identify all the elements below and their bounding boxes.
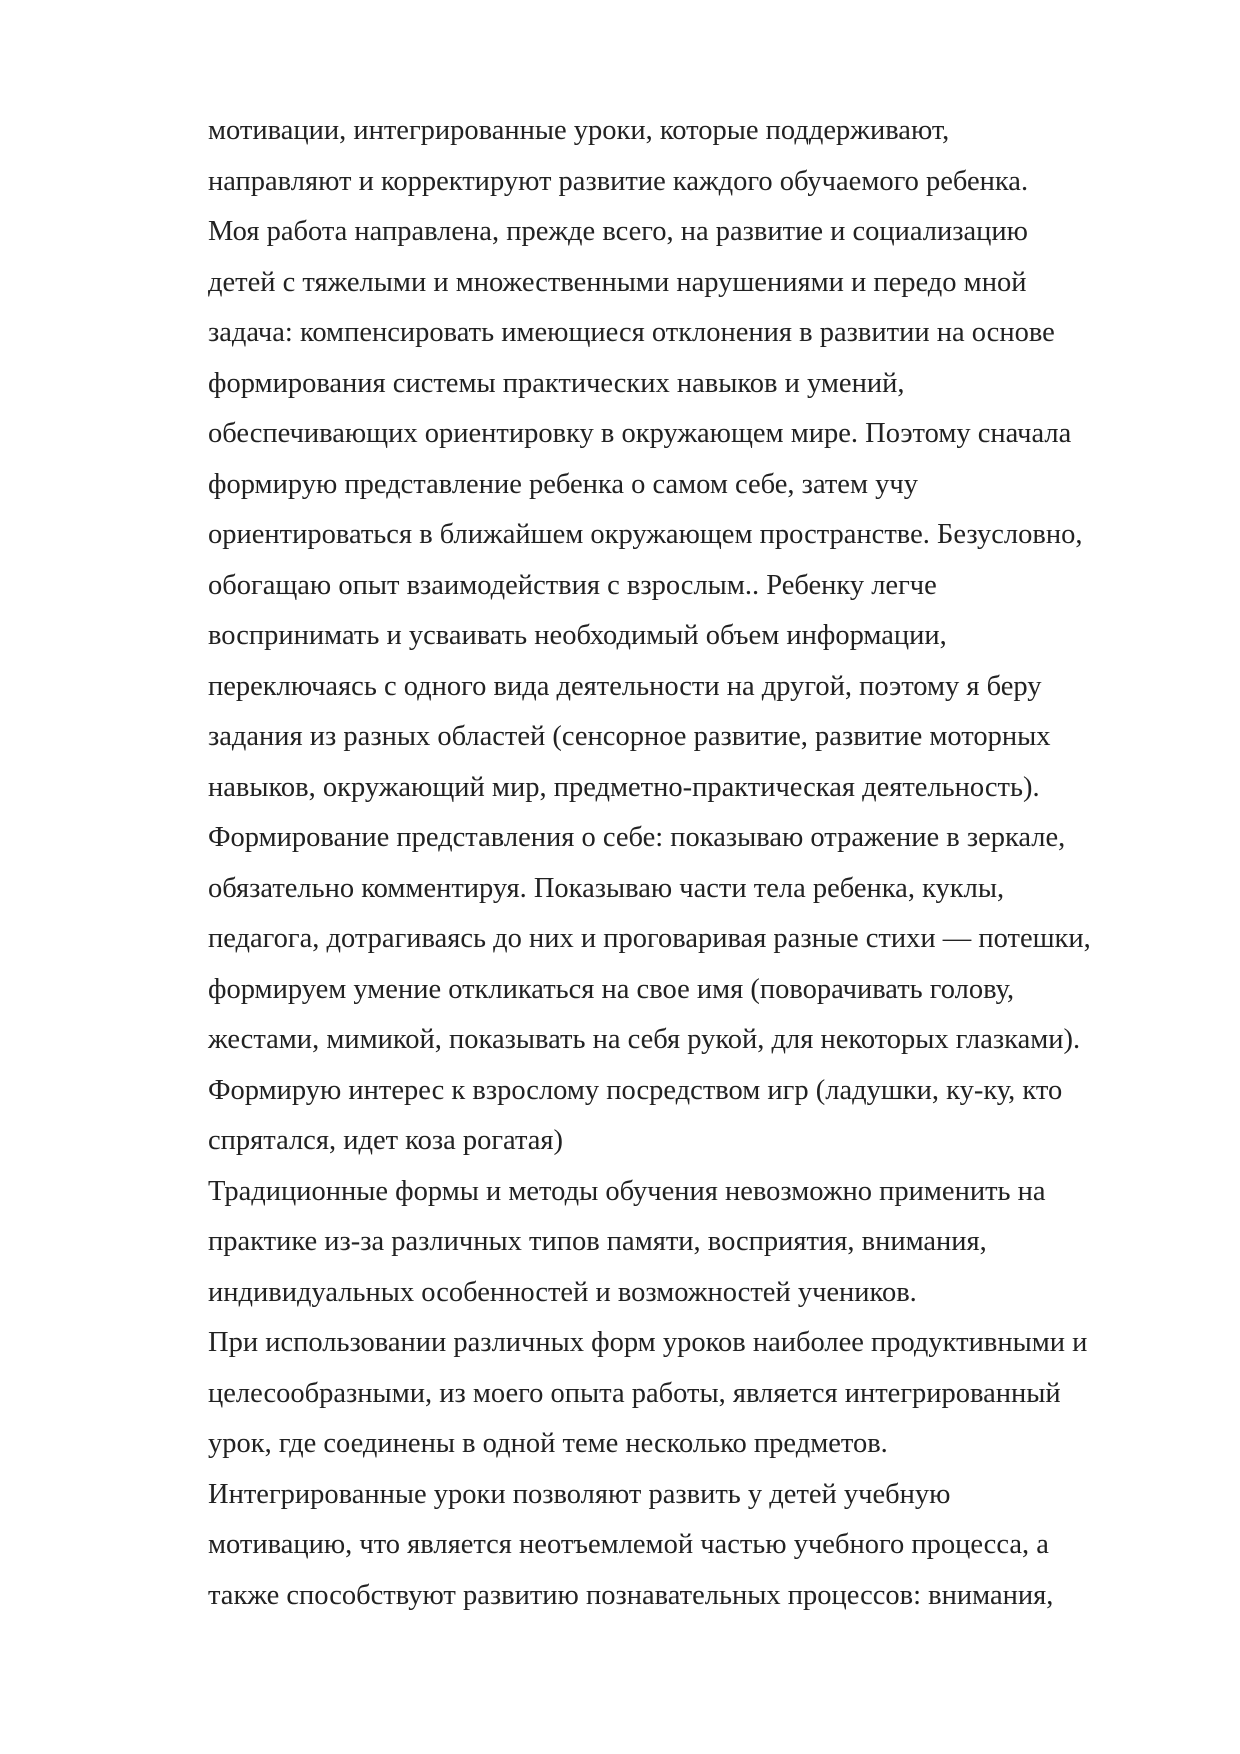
text-line: ориентироваться в ближайшем окружающем пространстве. Безусловно,	[208, 519, 1083, 550]
text-line: Интегрированные уроки позволяют развить у детей учебную	[208, 1478, 951, 1510]
text-line: мотивации, интегрированные уроки, которые поддерживают,	[208, 115, 950, 146]
text-line: формирую представление ребенка о самом себе, затем учу	[208, 468, 918, 500]
text-line: Традиционные формы и методы обучения невозможно применить на	[208, 1175, 1046, 1207]
text-line: мотивацию, что является неотъемлемой частью учебного процесса, а	[208, 1529, 1049, 1560]
text-line: практике из-за различных типов памяти, восприятия, внимания,	[208, 1226, 987, 1257]
text-line: Моя работа направлена, прежде всего, на развитие и социализацию	[208, 216, 1028, 247]
text-line: Формирую интерес к взрослому посредством игр (ладушки, ку-ку, кто	[208, 1074, 1063, 1106]
text-line: формирования системы практических навыков и умений,	[208, 367, 905, 399]
text-line: навыков, окружающий мир, предметно-практическая деятельность).	[208, 771, 1040, 803]
text-line: детей с тяжелыми и множественными нарушениями и передо мной	[208, 266, 1027, 298]
text-line: задания из разных областей (сенсорное развитие, развитие моторных	[208, 721, 1051, 752]
text-line: спрятался, идет коза рогатая)	[208, 1125, 564, 1156]
text-line: индивидуальных особенностей и возможностей учеников.	[208, 1276, 917, 1308]
text-line: жестами, мимикой, показывать на себя рукой, для некоторых глазками).	[208, 1024, 1081, 1055]
text-line: также способствуют развитию познавательных процессов: внимания,	[208, 1579, 1054, 1611]
text-line: формируем умение откликаться на свое имя (поворачивать голову,	[208, 973, 1015, 1005]
text-line: При использовании различных форм уроков наиболее продуктивными и	[208, 1327, 1088, 1358]
text-line: направляют и корректируют развитие каждого обучаемого ребенка.	[208, 165, 1029, 197]
text-line: целесообразными, из моего опыта работы, является интегрированный	[208, 1377, 1061, 1409]
text-line: обязательно комментируя. Показываю части тела ребенка, куклы,	[208, 872, 1005, 904]
text-line: переключаясь с одного вида деятельности на другой, поэтому я беру	[208, 670, 1042, 702]
text-line: воспринимать и усваивать необходимый объем информации,	[208, 620, 947, 651]
text-line: педагога, дотрагиваясь до них и проговаривая разные стихи — потешки,	[208, 923, 1091, 954]
text-line: урок, где соединены в одной теме несколько предметов.	[208, 1428, 888, 1459]
text-line: задача: компенсировать имеющиеся отклонения в развитии на основе	[208, 317, 1055, 348]
body-text	[208, 106, 1128, 1621]
text-line: обеспечивающих ориентировку в окружающем мире. Поэтому сначала	[208, 418, 1072, 449]
text-line: Формирование представления о себе: показываю отражение в зеркале,	[208, 822, 1066, 853]
text-line: обогащаю опыт взаимодействия с взрослым.. Ребенку легче	[208, 569, 937, 601]
